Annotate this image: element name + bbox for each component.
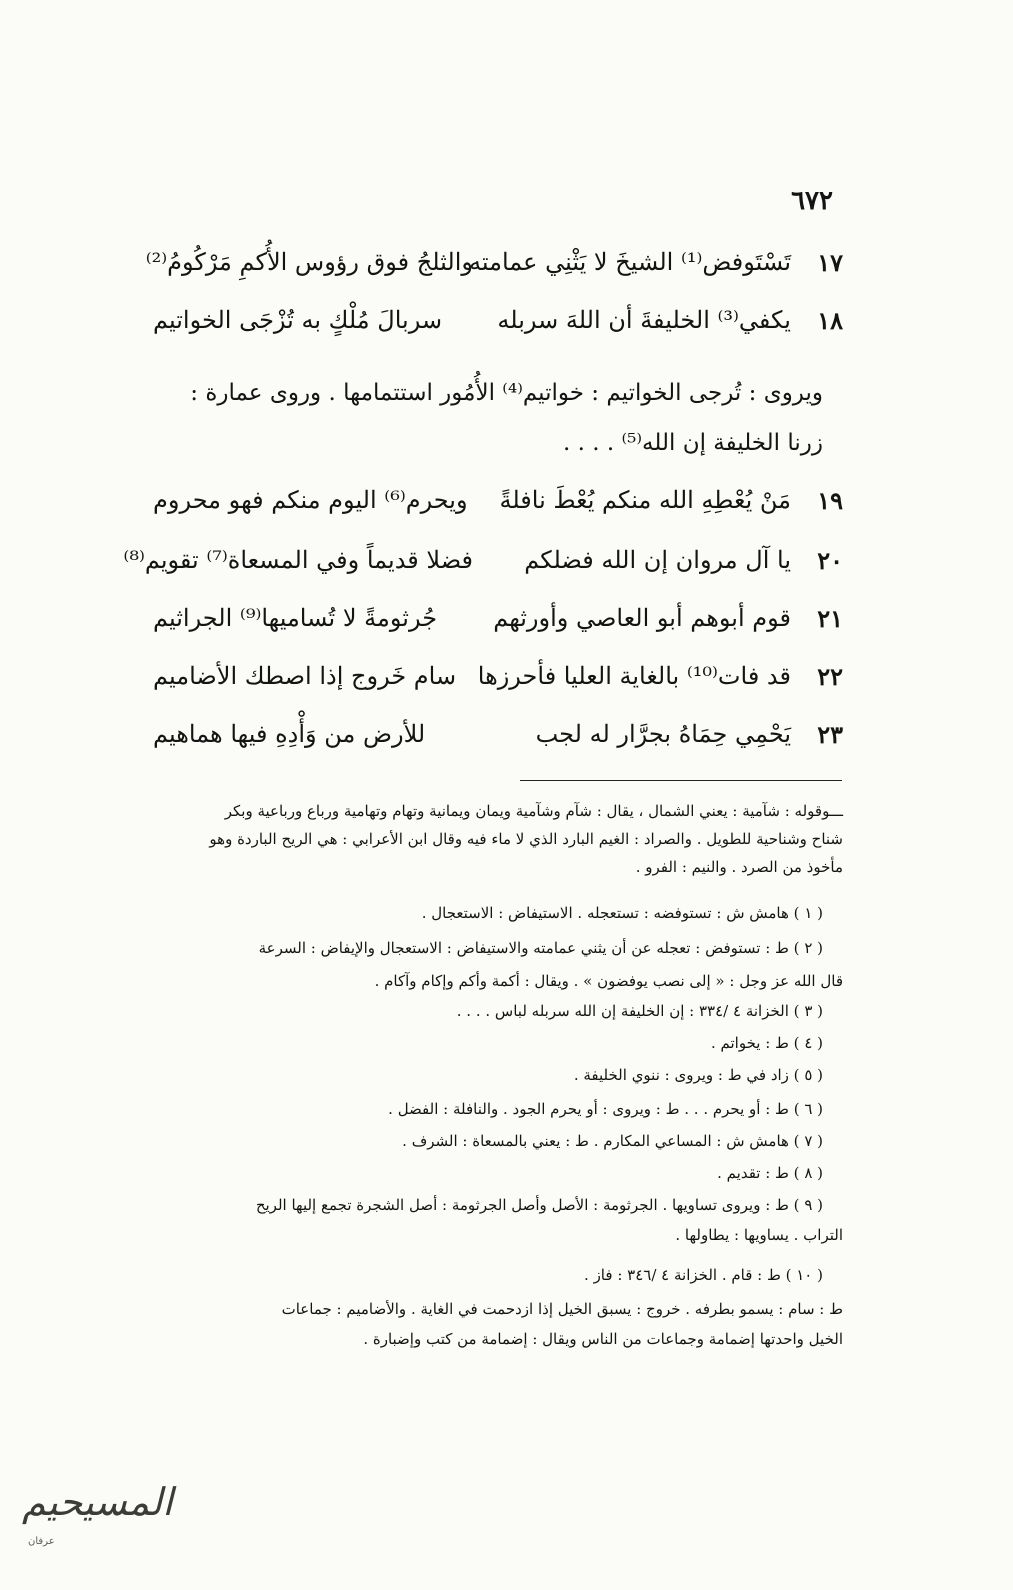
- verse-number: ٢١: [817, 603, 843, 633]
- verse-line: [153, 298, 843, 342]
- footnote-line: الخيل واحدتها إضمامة وجماعات من الناس ويقال : إضمامة من كتب وإضبارة .: [363, 1330, 843, 1348]
- footnote-rule: [520, 780, 842, 781]
- verse-number: ٢٠: [817, 545, 843, 575]
- verse-second-hemistich: سام خَروج إذا اصطك الأضاميم: [153, 662, 457, 690]
- verse-first-hemistich: يَحْمِي حِمَاهُ بجرَّار له لجب: [535, 720, 791, 748]
- verse-number: ١٨: [817, 305, 843, 335]
- verse-second-hemistich: جُرثومةً لا تُساميها⁽⁹⁾ الجراثيم: [153, 604, 438, 632]
- verse-line: [123, 538, 843, 582]
- verse-second-hemistich: سربالَ مُلْكٍ به تُزْجَى الخواتيم: [153, 306, 443, 334]
- footnote-line: ( ٤ ) ط : يخواتم .: [710, 1034, 823, 1052]
- prose-line: زرنا الخليفة إن الله⁽⁵⁾ . . . .: [563, 430, 823, 456]
- verse-second-hemistich: والثلجُ فوق رؤوس الأُكمِ مَرْكُومُ⁽²⁾: [145, 248, 473, 276]
- verse-number: ١٩: [817, 485, 843, 515]
- verse-first-hemistich: تَسْتَوفض⁽¹⁾ الشيخَ لا يَثْنِي عمامته: [469, 248, 791, 276]
- footnote-line: ( ٦ ) ط : أو يحرم . . . ط : ويروى : أو يحرم الجود . والنافلة : الفضل .: [388, 1100, 823, 1118]
- verse-line: [153, 654, 843, 698]
- footnote-intro-line: مأخوذ من الصرد . والنيم : الفرو .: [635, 858, 843, 876]
- verse-line: [153, 596, 843, 640]
- verse-number: ٢٣: [817, 719, 843, 749]
- footnote-intro-line: ـــوقوله : شآمية : يعني الشمال ، يقال : شآم وشآمية ويمان ويمانية وتهام وتهامية ورباع ورباعية وبكر: [224, 802, 843, 820]
- verse-second-hemistich: ويحرم⁽⁶⁾ اليوم منكم فهو محروم: [153, 486, 468, 514]
- prose-line: ويروى : تُرجى الخواتيم : خواتيم⁽⁴⁾ الأُمُور استتمامها . وروى عمارة :: [190, 380, 823, 406]
- verse-second-hemistich: للأرض من وَأْدِهِ فيها هماهيم: [153, 720, 426, 748]
- verse-first-hemistich: يا آل مروان إن الله فضلكم: [524, 546, 791, 574]
- footnote-line: ( ١٠ ) ط : قام . الخزانة ٤ /٣٤٦ : فاز .: [584, 1266, 823, 1284]
- verse-second-hemistich: فضلا قديماً وفي المسعاة⁽⁷⁾ تقويم⁽⁸⁾: [123, 546, 473, 574]
- verse-number: ١٧: [817, 247, 843, 277]
- footnote-line: ( ٢ ) ط : تستوفض : تعجله عن أن يثني عمامته والاستيفاض : الاستعجال والإيفاض : السرعة: [258, 939, 823, 957]
- footnote-line: ( ٣ ) الخزانة ٤ /٣٣٤ : إن الخليفة إن الله سربله لباس . . . .: [456, 1002, 823, 1020]
- verse-first-hemistich: مَنْ يُعْطِهِ الله منكم يُعْطَ نافلةً: [499, 486, 791, 514]
- stamp-text: المسيحيم: [22, 1480, 173, 1524]
- verse-line: [145, 240, 843, 284]
- verse-first-hemistich: قوم أبوهم أبو العاصي وأورثهم: [493, 604, 791, 632]
- verse-first-hemistich: قد فات⁽¹⁰⁾ بالغاية العليا فأحرزها: [477, 662, 791, 690]
- verse-line: [153, 712, 843, 756]
- footnote-intro-line: شناح وشناحية للطويل . والصراد : الغيم البارد الذي لا ماء فيه وقال ابن الأعرابي : هي الريح الباردة وهو: [209, 830, 843, 848]
- library-stamp: [14, 1470, 173, 1570]
- verse-line: [153, 478, 843, 522]
- footnote-line: ( ٨ ) ط : تقديم .: [717, 1164, 823, 1182]
- footnote-line: ( ٩ ) ط : ويروى تساويها . الجرثومة : الأصل وأصل الجرثومة : أصل الشجرة تجمع إليها الريح: [255, 1196, 823, 1214]
- page-number: ٦٧٢: [791, 186, 833, 216]
- footnote-line: ( ٧ ) هامش ش : المساعي المكارم . ط : يعني بالمسعاة : الشرف .: [402, 1132, 823, 1150]
- verse-number: ٢٢: [817, 661, 843, 691]
- footnote-line: التراب . يساويها : يطاولها .: [675, 1226, 843, 1244]
- verse-first-hemistich: يكفي⁽³⁾ الخليفةَ أن اللهَ سربله: [497, 306, 791, 334]
- footnote-line: ط : سام : يسمو بطرفه . خروج : يسبق الخيل إذا ازدحمت في الغاية . والأضاميم : جماعات: [281, 1300, 843, 1318]
- footnote-line: ( ٥ ) زاد في ط : ويروى : ننوي الخليفة .: [573, 1066, 823, 1084]
- footnote-line: ( ١ ) هامش ش : تستوفضه : تستعجله . الاستيفاض : الاستعجال .: [421, 904, 823, 922]
- stamp-subtext: عرفان: [28, 1536, 55, 1547]
- footnote-line: قال الله عز وجل : « إلى نصب يوفضون » . ويقال : أكمة وأكم وإكام وآكام .: [374, 972, 843, 990]
